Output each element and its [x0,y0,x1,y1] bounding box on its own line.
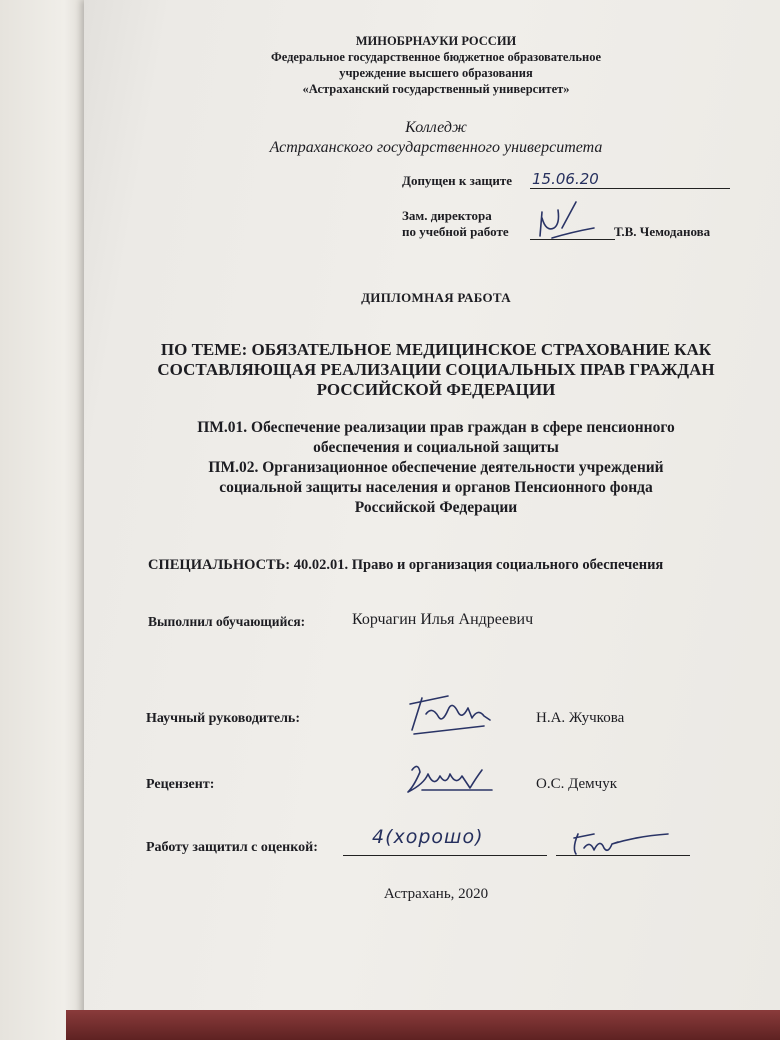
student-label: Выполнил обучающийся: [148,614,306,629]
deputy-title-line: Зам. директора [402,208,492,223]
ministry-line: «Астраханский государственный университет» [302,82,570,96]
topic-line: ПО ТЕМЕ: ОБЯЗАТЕЛЬНОЕ МЕДИЦИНСКОЕ СТРАХОВАНИЕ КАК [160,340,712,359]
supervisor-name: Н.А. Жучкова [536,710,625,726]
grade-label: Работу защитил с оценкой: [146,840,318,855]
college-line: Астраханского государственного университета [269,139,603,156]
admit-label: Допущен к защите [402,173,513,188]
module-line: социальной защиты населения и органов Пенсионного фонда [219,479,653,496]
deputy-name: Т.В. Чемоданова [614,224,711,239]
city-year: Астрахань, 2020 [383,886,489,902]
grade-value: 4(хорошо) [372,826,484,848]
topic-line: РОССИЙСКОЙ ФЕДЕРАЦИИ [316,380,556,399]
student-name: Корчагин Илья Андреевич [352,611,534,628]
college-line: Колледж [405,119,467,136]
module-line: ПМ.01. Обеспечение реализации прав граждан в сфере пенсионного [197,419,675,436]
thesis-topic [92,340,780,400]
module-line: обеспечения и социальной защиты [313,439,559,456]
college-name [92,118,780,158]
reviewer-signature [404,758,504,800]
ministry-header [92,33,780,97]
topic-line: СОСТАВЛЯЮЩАЯ РЕАЛИЗАЦИИ СОЦИАЛЬНЫХ ПРАВ ГРАЖДАН [157,360,715,379]
reviewer-name: О.С. Демчук [536,776,617,792]
admit-date-line [530,188,730,189]
professional-modules [92,418,780,518]
work-type: ДИПЛОМНАЯ РАБОТА [361,290,511,305]
commission-signature [568,828,678,858]
ministry-line: Федеральное государственное бюджетное образовательное [270,50,602,64]
supervisor-signature [408,690,508,740]
module-line: ПМ.02. Организационное обеспечение деятельности учреждений [208,459,664,476]
supervisor-label: Научный руководитель: [146,711,300,726]
admit-date: 15.06.20 [532,170,599,188]
ministry-line: МИНОБРНАУКИ РОССИИ [355,34,517,48]
reviewer-label: Рецензент: [146,777,215,792]
deputy-title-line: по учебной работе [402,224,509,239]
ministry-line: учреждение высшего образования [339,66,533,80]
binding-cover-edge [66,1010,780,1040]
deputy-signature [532,198,602,240]
deputy-title [402,208,509,240]
module-line: Российской Федерации [354,499,518,516]
grade-line [343,855,547,856]
left-page-edge [0,0,92,1040]
specialty: СПЕЦИАЛЬНОСТЬ: 40.02.01. Право и организация социального обеспечения [148,557,664,573]
